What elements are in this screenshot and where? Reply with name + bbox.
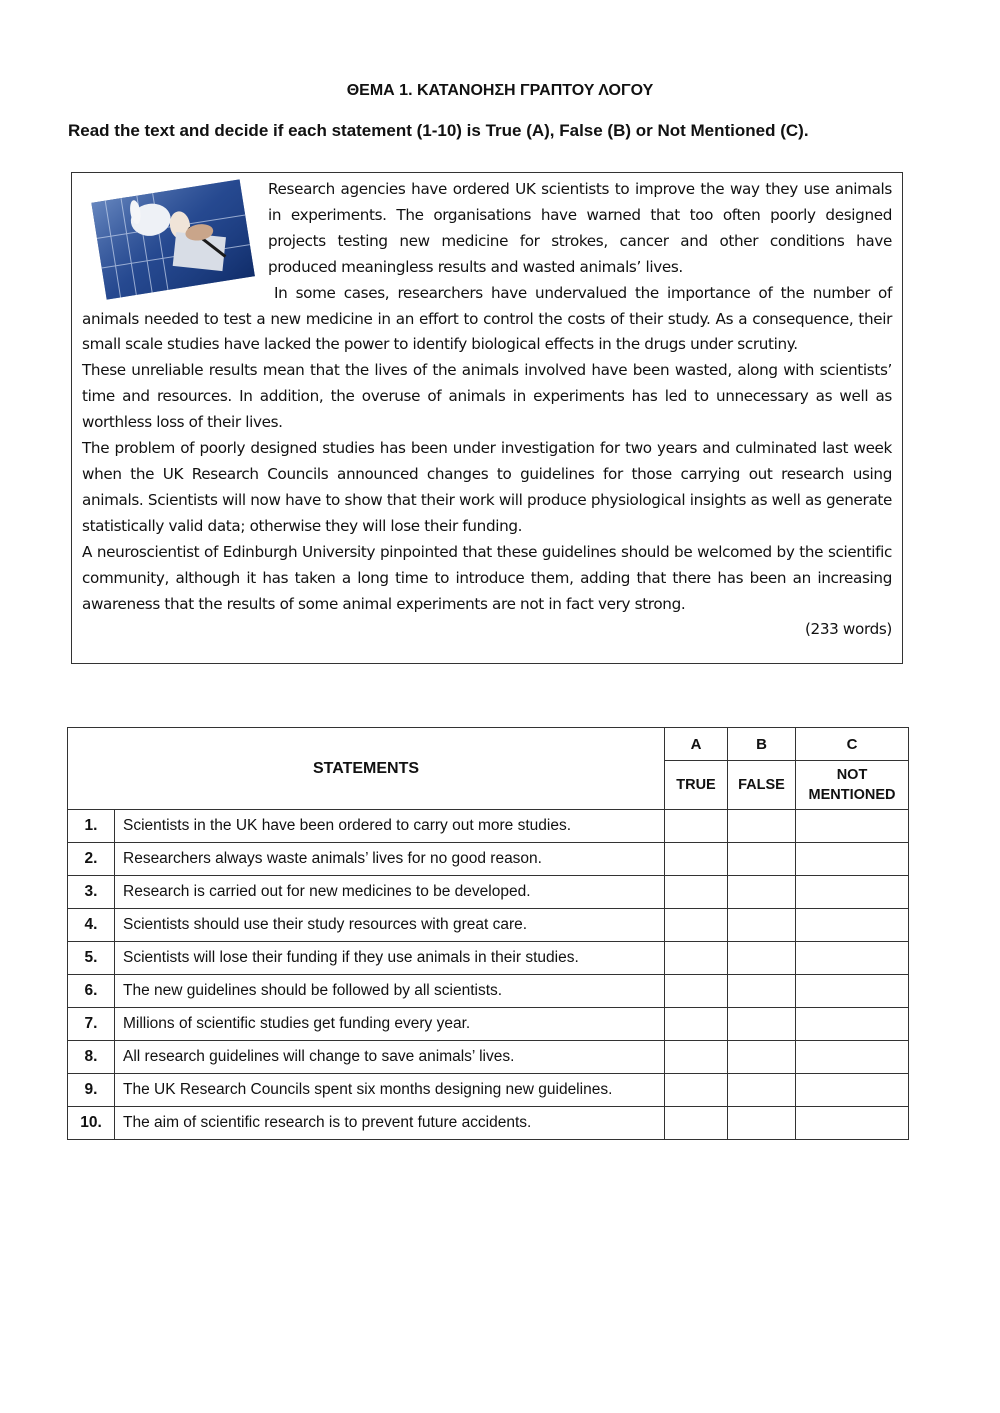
answer-cell-a[interactable] [665, 843, 728, 876]
answer-cell-c[interactable] [796, 909, 909, 942]
answer-cell-a[interactable] [665, 1107, 728, 1140]
table-row [68, 843, 909, 876]
statement-number: 4. [68, 909, 115, 942]
answer-cell-a[interactable] [665, 942, 728, 975]
option-c-letter: C [796, 728, 909, 761]
answer-cell-b[interactable] [728, 975, 796, 1008]
answer-cell-c[interactable] [796, 1041, 909, 1074]
table-row [68, 975, 909, 1008]
reading-passage-box [71, 172, 903, 664]
answer-cell-b[interactable] [728, 942, 796, 975]
answer-cell-b[interactable] [728, 1008, 796, 1041]
statement-text: Millions of scientific studies get funding every year. [115, 1008, 665, 1041]
answer-cell-c[interactable] [796, 1008, 909, 1041]
statement-number: 7. [68, 1008, 115, 1041]
statement-text: Scientists should use their study resources with great care. [115, 909, 665, 942]
answer-cell-c[interactable] [796, 942, 909, 975]
word-count: (233 words) [804, 620, 892, 639]
statement-number: 5. [68, 942, 115, 975]
answer-cell-b[interactable] [728, 876, 796, 909]
answer-cell-b[interactable] [728, 1107, 796, 1140]
option-a-label: TRUE [665, 761, 728, 810]
answer-cell-a[interactable] [665, 876, 728, 909]
statement-text: Scientists will lose their funding if they use animals in their studies. [115, 942, 665, 975]
statement-number: 1. [68, 810, 115, 843]
table-row [68, 1041, 909, 1074]
answer-cell-b[interactable] [728, 1074, 796, 1107]
passage-paragraph-4: The problem of poorly designed studies has been under investigation for two years and culminated last week when the UK Research Councils announced changes to guidelines for those carrying out research using animals. Scientists will now have to show that their work will produce physiological insights as well as generate statistically valid data; otherwise they will lose their funding. [82, 439, 892, 535]
lab-rabbit-photo [82, 177, 264, 301]
answer-cell-c[interactable] [796, 876, 909, 909]
answer-cell-c[interactable] [796, 975, 909, 1008]
statements-table [67, 727, 909, 1140]
table-row [68, 1107, 909, 1140]
statement-number: 8. [68, 1041, 115, 1074]
passage-paragraph-3: These unreliable results mean that the lives of the animals involved have been wasted, along with scientists’ time and resources. In addition, the overuse of animals in experiments has led to unnecessary as well as worthless loss of their lives. [82, 361, 892, 432]
table-row [68, 876, 909, 909]
answer-cell-a[interactable] [665, 1041, 728, 1074]
statement-number: 6. [68, 975, 115, 1008]
answer-cell-a[interactable] [665, 1074, 728, 1107]
statement-text: Scientists in the UK have been ordered to carry out more studies. [115, 810, 665, 843]
statement-text: The UK Research Councils spent six months designing new guidelines. [115, 1074, 665, 1107]
statement-number: 2. [68, 843, 115, 876]
answer-cell-b[interactable] [728, 810, 796, 843]
answer-cell-c[interactable] [796, 1074, 909, 1107]
statement-text: The aim of scientific research is to prevent future accidents. [115, 1107, 665, 1140]
answer-cell-b[interactable] [728, 1041, 796, 1074]
statement-number: 9. [68, 1074, 115, 1107]
answer-cell-a[interactable] [665, 810, 728, 843]
statement-text: Researchers always waste animals’ lives for no good reason. [115, 843, 665, 876]
option-b-letter: B [728, 728, 796, 761]
option-a-letter: A [665, 728, 728, 761]
passage-paragraph-1: Research agencies have ordered UK scientists to improve the way they use animals in experiments. The organisations have warned that too often poorly designed projects testing new medicine for strokes, cancer and other conditions have produced meaningless results and wasted animals’ lives. [268, 180, 892, 276]
option-b-label: FALSE [728, 761, 796, 810]
table-row [68, 810, 909, 843]
statement-number: 3. [68, 876, 115, 909]
page-heading: ΘΕΜΑ 1. ΚΑΤΑΝΟΗΣΗ ΓΡΑΠΤΟΥ ΛΟΓΟΥ [346, 82, 654, 99]
table-row [68, 909, 909, 942]
answer-cell-c[interactable] [796, 843, 909, 876]
answer-cell-b[interactable] [728, 909, 796, 942]
table-row [68, 1074, 909, 1107]
table-row [68, 942, 909, 975]
answer-cell-a[interactable] [665, 1008, 728, 1041]
answer-cell-a[interactable] [665, 909, 728, 942]
statement-text: The new guidelines should be followed by all scientists. [115, 975, 665, 1008]
statement-number: 10. [68, 1107, 115, 1140]
passage-paragraph-5: A neuroscientist of Edinburgh University pinpointed that these guidelines should be welcomed by the scientific community, although it has taken a long time to introduce them, adding that there has been an increasing awareness that the results of some animal experiments are not in fact very strong. [82, 542, 892, 613]
answer-cell-c[interactable] [796, 810, 909, 843]
answer-cell-c[interactable] [796, 1107, 909, 1140]
option-c-label-text: NOT MENTIONED [808, 767, 896, 803]
statement-text: Research is carried out for new medicines to be developed. [115, 876, 665, 909]
passage-paragraph-2: In some cases, researchers have undervalued the importance of the number of animals needed to test a new medicine in an effort to control the costs of their study. As a consequence, their small scale studies have lacked the power to identify biological effects in the drugs under scrutiny. [82, 283, 892, 354]
table-row [68, 1008, 909, 1041]
statements-header: STATEMENTS [68, 728, 665, 810]
answer-cell-b[interactable] [728, 843, 796, 876]
answer-cell-a[interactable] [665, 975, 728, 1008]
statement-text: All research guidelines will change to save animals’ lives. [115, 1041, 665, 1074]
option-c-label [796, 761, 909, 810]
instruction-text: Read the text and decide if each statement (1-10) is True (A), False (B) or Not Mentioned (C). [68, 121, 809, 140]
